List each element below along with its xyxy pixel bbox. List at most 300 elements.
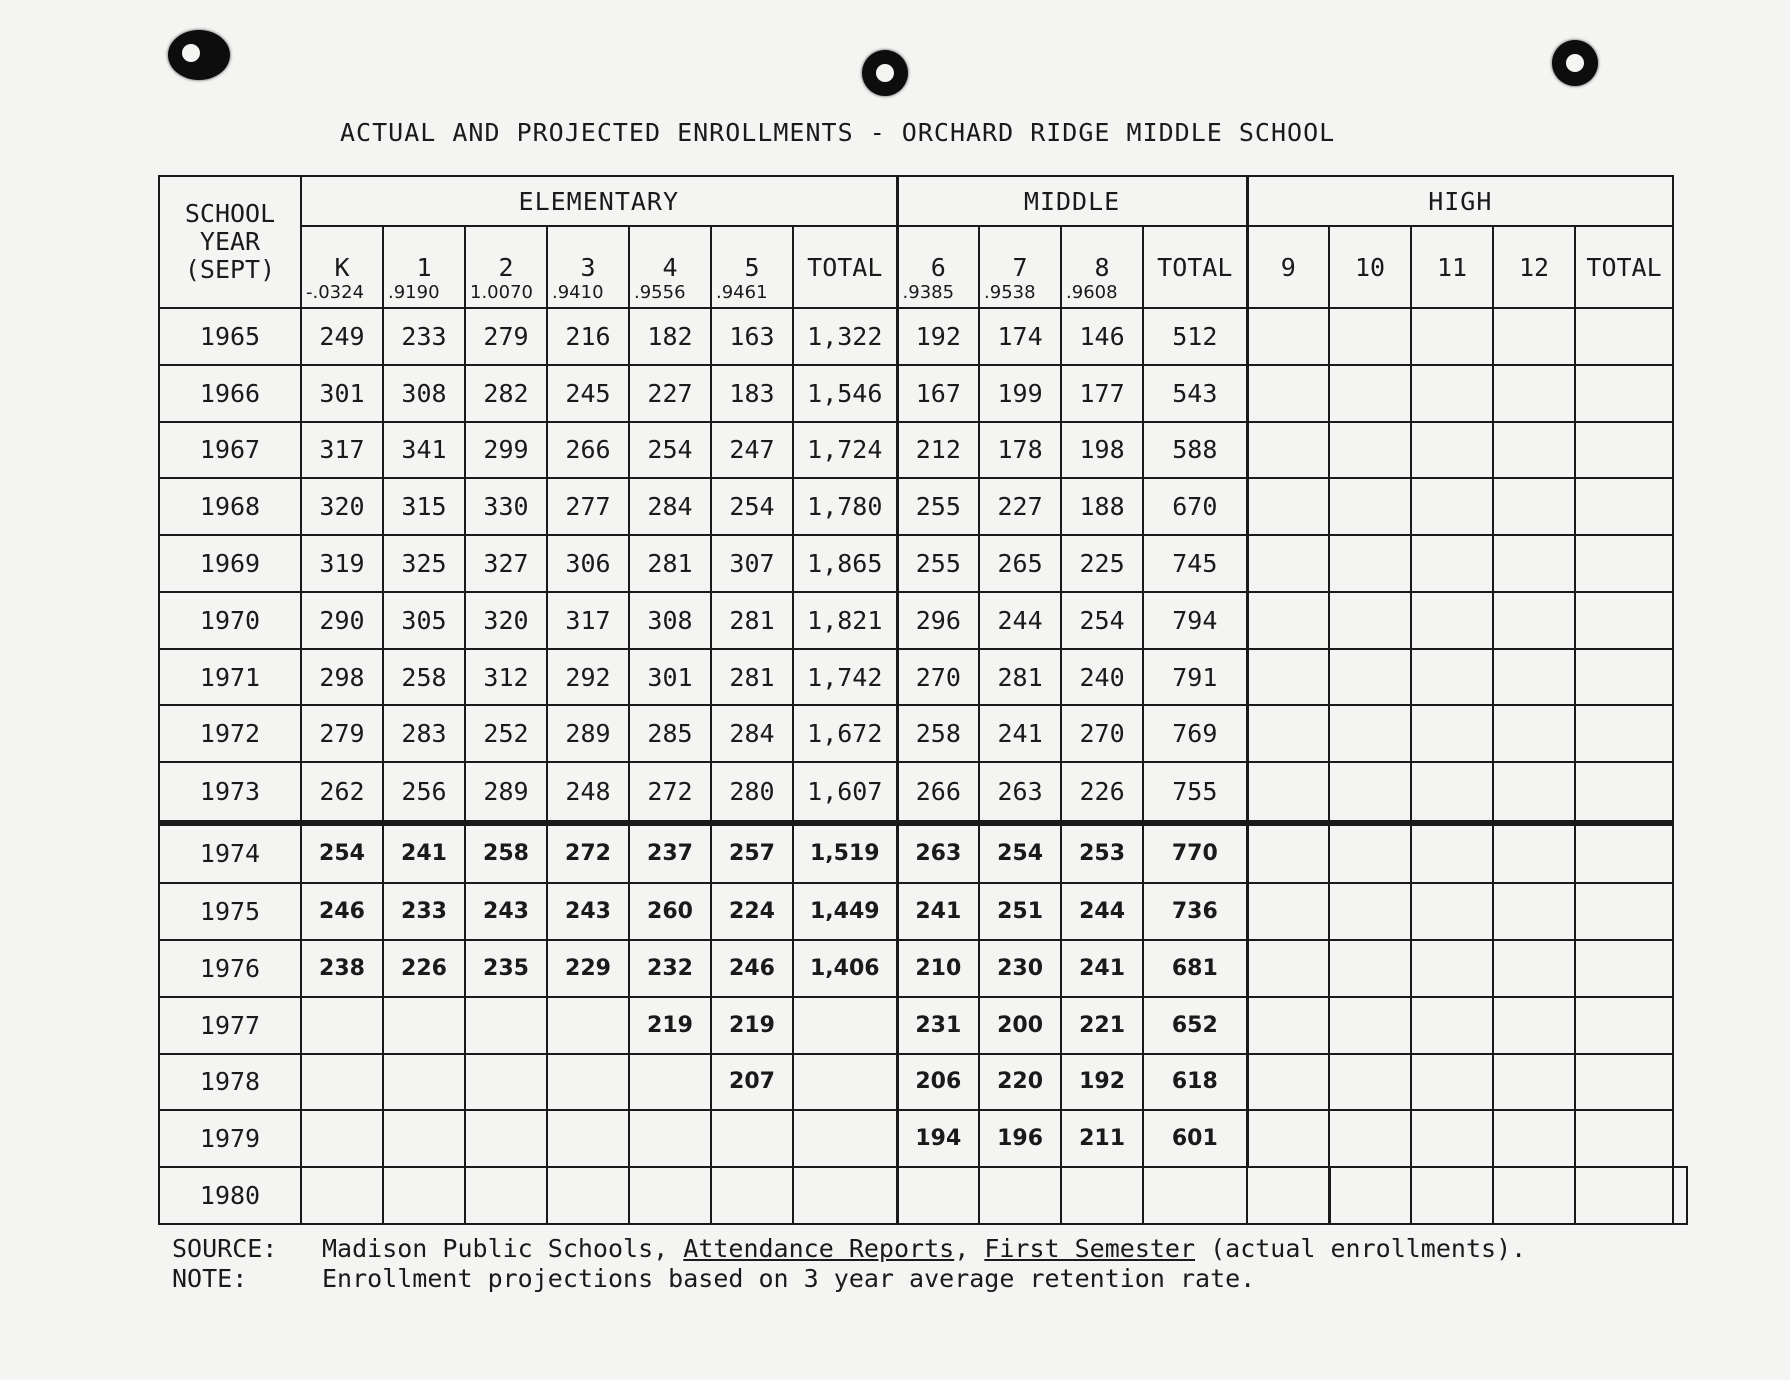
school-year-cell: 1980 bbox=[159, 1167, 301, 1224]
elementary-enrollment-cell bbox=[301, 1054, 383, 1111]
high-enrollment-cell bbox=[1575, 883, 1673, 940]
elementary-enrollment-cell: 245 bbox=[547, 365, 629, 422]
high-enrollment-cell bbox=[1411, 883, 1493, 940]
school-year-cell: 1965 bbox=[159, 308, 301, 365]
high-enrollment-cell bbox=[1329, 649, 1411, 706]
elementary-enrollment-cell: 289 bbox=[547, 705, 629, 762]
middle-enrollment-cell: 543 bbox=[1143, 365, 1247, 422]
elementary-enrollment-cell: 257 bbox=[711, 823, 793, 883]
middle-enrollment-cell: 270 bbox=[1061, 705, 1143, 762]
punch-hole-right bbox=[1552, 40, 1598, 86]
high-enrollment-cell bbox=[1493, 940, 1575, 997]
table-row bbox=[159, 705, 1687, 762]
elementary-enrollment-cell bbox=[793, 1054, 897, 1111]
middle-enrollment-cell: 146 bbox=[1061, 308, 1143, 365]
elementary-enrollment-cell: 243 bbox=[547, 883, 629, 940]
middle-enrollment-cell: 244 bbox=[1061, 883, 1143, 940]
high-enrollment-cell bbox=[1575, 365, 1673, 422]
high-enrollment-cell bbox=[1493, 422, 1575, 479]
table-row bbox=[159, 883, 1687, 940]
retention-ratio: .9461 bbox=[716, 282, 768, 303]
school-year-cell: 1971 bbox=[159, 649, 301, 706]
school-year-cell: 1975 bbox=[159, 883, 301, 940]
elementary-enrollment-cell bbox=[465, 1110, 547, 1167]
elementary-enrollment-cell: 266 bbox=[547, 422, 629, 479]
high-enrollment-cell bbox=[1247, 1110, 1329, 1167]
retention-ratio: .9556 bbox=[634, 282, 686, 303]
retention-ratio: .9608 bbox=[1066, 282, 1118, 303]
school-year-header: SCHOOL YEAR (SEPT) bbox=[159, 176, 301, 308]
middle-enrollment-cell: 618 bbox=[1143, 1054, 1247, 1111]
high-enrollment-cell bbox=[1329, 308, 1411, 365]
middle-col-header bbox=[1061, 226, 1143, 308]
high-enrollment-cell bbox=[1411, 997, 1493, 1054]
high-enrollment-cell bbox=[1493, 308, 1575, 365]
elementary-enrollment-cell: 246 bbox=[301, 883, 383, 940]
middle-enrollment-cell: 681 bbox=[1143, 940, 1247, 997]
school-year-cell: 1967 bbox=[159, 422, 301, 479]
high-enrollment-cell bbox=[1329, 823, 1411, 883]
high-col-header bbox=[1493, 226, 1575, 308]
middle-enrollment-cell: 251 bbox=[979, 883, 1061, 940]
high-enrollment-cell bbox=[1575, 940, 1673, 997]
column-label: 10 bbox=[1354, 252, 1386, 282]
high-enrollment-cell bbox=[1575, 762, 1673, 822]
high-enrollment-cell bbox=[1493, 997, 1575, 1054]
high-enrollment-cell bbox=[1411, 705, 1493, 762]
elementary-enrollment-cell: 272 bbox=[547, 823, 629, 883]
middle-enrollment-cell: 281 bbox=[979, 649, 1061, 706]
elementary-enrollment-cell: 284 bbox=[629, 478, 711, 535]
middle-enrollment-cell: 226 bbox=[1061, 762, 1143, 822]
elementary-enrollment-cell: 237 bbox=[629, 823, 711, 883]
high-enrollment-cell bbox=[1493, 1054, 1575, 1111]
middle-enrollment-cell: 192 bbox=[1061, 1054, 1143, 1111]
high-col-header bbox=[1247, 226, 1329, 308]
middle-enrollment-cell: 769 bbox=[1143, 705, 1247, 762]
high-enrollment-cell bbox=[1329, 762, 1411, 822]
high-col-header bbox=[1329, 226, 1411, 308]
elementary-enrollment-cell: 226 bbox=[383, 940, 465, 997]
table-row bbox=[159, 762, 1687, 822]
column-label: 3 bbox=[580, 252, 596, 282]
elementary-enrollment-cell bbox=[383, 1167, 465, 1224]
elementary-enrollment-cell: 248 bbox=[547, 762, 629, 822]
high-enrollment-cell bbox=[1247, 1054, 1329, 1111]
middle-enrollment-cell: 206 bbox=[897, 1054, 979, 1111]
elementary-enrollment-cell: 312 bbox=[465, 649, 547, 706]
high-enrollment-cell bbox=[1493, 649, 1575, 706]
high-enrollment-cell bbox=[1493, 592, 1575, 649]
elementary-enrollment-cell: 317 bbox=[547, 592, 629, 649]
elementary-enrollment-cell: 315 bbox=[383, 478, 465, 535]
elementary-col-header bbox=[793, 226, 897, 308]
elementary-enrollment-cell: 301 bbox=[301, 365, 383, 422]
elementary-enrollment-cell bbox=[793, 1110, 897, 1167]
high-enrollment-cell bbox=[1411, 478, 1493, 535]
header-group-row bbox=[159, 176, 1687, 226]
elementary-enrollment-cell bbox=[301, 1110, 383, 1167]
high-enrollment-cell bbox=[1493, 823, 1575, 883]
high-enrollment-cell bbox=[1247, 762, 1329, 822]
elementary-enrollment-cell: 292 bbox=[547, 649, 629, 706]
middle-enrollment-cell: 601 bbox=[1143, 1110, 1247, 1167]
elementary-enrollment-cell: 282 bbox=[465, 365, 547, 422]
high-enrollment-cell bbox=[1493, 883, 1575, 940]
middle-enrollment-cell bbox=[897, 1167, 979, 1224]
high-enrollment-cell bbox=[1247, 883, 1329, 940]
middle-col-header bbox=[979, 226, 1061, 308]
middle-enrollment-cell: 736 bbox=[1143, 883, 1247, 940]
middle-enrollment-cell: 745 bbox=[1143, 535, 1247, 592]
elementary-enrollment-cell: 1,519 bbox=[793, 823, 897, 883]
high-enrollment-cell bbox=[1411, 422, 1493, 479]
elementary-enrollment-cell: 258 bbox=[383, 649, 465, 706]
elementary-enrollment-cell bbox=[301, 1167, 383, 1224]
table-row bbox=[159, 365, 1687, 422]
table-row bbox=[159, 535, 1687, 592]
elementary-enrollment-cell: 1,322 bbox=[793, 308, 897, 365]
elementary-enrollment-cell: 290 bbox=[301, 592, 383, 649]
elementary-enrollment-cell bbox=[629, 1167, 711, 1224]
middle-enrollment-cell: 263 bbox=[979, 762, 1061, 822]
high-enrollment-cell bbox=[1575, 535, 1673, 592]
middle-enrollment-cell: 211 bbox=[1061, 1110, 1143, 1167]
high-enrollment-cell bbox=[1329, 1167, 1411, 1224]
middle-enrollment-cell: 200 bbox=[979, 997, 1061, 1054]
high-enrollment-cell bbox=[1575, 1110, 1673, 1167]
middle-enrollment-cell: 177 bbox=[1061, 365, 1143, 422]
table-row bbox=[159, 478, 1687, 535]
elementary-enrollment-cell: 317 bbox=[301, 422, 383, 479]
high-enrollment-cell bbox=[1411, 762, 1493, 822]
elementary-enrollment-cell: 262 bbox=[301, 762, 383, 822]
elementary-col-header bbox=[629, 226, 711, 308]
high-enrollment-cell bbox=[1329, 997, 1411, 1054]
middle-enrollment-cell: 192 bbox=[897, 308, 979, 365]
school-year-cell: 1968 bbox=[159, 478, 301, 535]
middle-enrollment-cell: 270 bbox=[897, 649, 979, 706]
middle-enrollment-cell: 770 bbox=[1143, 823, 1247, 883]
punch-hole-left bbox=[168, 30, 230, 80]
elementary-enrollment-cell bbox=[711, 1110, 793, 1167]
elementary-enrollment-cell: 308 bbox=[383, 365, 465, 422]
elementary-col-header bbox=[711, 226, 793, 308]
elementary-enrollment-cell: 249 bbox=[301, 308, 383, 365]
elementary-enrollment-cell: 227 bbox=[629, 365, 711, 422]
high-enrollment-cell bbox=[1247, 365, 1329, 422]
school-year-cell: 1972 bbox=[159, 705, 301, 762]
elementary-enrollment-cell: 246 bbox=[711, 940, 793, 997]
column-label: 6 bbox=[930, 252, 946, 282]
column-label: 4 bbox=[662, 252, 678, 282]
middle-enrollment-cell: 227 bbox=[979, 478, 1061, 535]
middle-enrollment-cell: 255 bbox=[897, 535, 979, 592]
elementary-enrollment-cell: 254 bbox=[301, 823, 383, 883]
elementary-enrollment-cell: 243 bbox=[465, 883, 547, 940]
column-label: 11 bbox=[1436, 252, 1468, 282]
elementary-enrollment-cell bbox=[547, 1054, 629, 1111]
high-enrollment-cell bbox=[1411, 649, 1493, 706]
middle-enrollment-cell: 221 bbox=[1061, 997, 1143, 1054]
projection-note: NOTE: Enrollment projections based on 3 year average retention rate. bbox=[172, 1264, 1256, 1293]
elementary-enrollment-cell bbox=[465, 1167, 547, 1224]
column-label: 7 bbox=[1012, 252, 1028, 282]
high-group-header: HIGH bbox=[1247, 176, 1673, 226]
elementary-enrollment-cell: 219 bbox=[629, 997, 711, 1054]
elementary-enrollment-cell: 247 bbox=[711, 422, 793, 479]
middle-enrollment-cell: 198 bbox=[1061, 422, 1143, 479]
high-enrollment-cell bbox=[1329, 365, 1411, 422]
table-row bbox=[159, 422, 1687, 479]
elementary-enrollment-cell: 279 bbox=[301, 705, 383, 762]
high-enrollment-cell bbox=[1247, 592, 1329, 649]
high-enrollment-cell bbox=[1493, 478, 1575, 535]
header-column-row bbox=[159, 226, 1687, 308]
column-label: 1 bbox=[416, 252, 432, 282]
high-enrollment-cell bbox=[1411, 365, 1493, 422]
elementary-enrollment-cell: 1,724 bbox=[793, 422, 897, 479]
elementary-col-header bbox=[547, 226, 629, 308]
retention-ratio: 1.0070 bbox=[470, 282, 533, 303]
high-enrollment-cell bbox=[1411, 823, 1493, 883]
elementary-enrollment-cell: 232 bbox=[629, 940, 711, 997]
elementary-enrollment-cell: 280 bbox=[711, 762, 793, 822]
school-year-cell: 1966 bbox=[159, 365, 301, 422]
high-enrollment-cell bbox=[1329, 1110, 1411, 1167]
middle-enrollment-cell: 670 bbox=[1143, 478, 1247, 535]
middle-enrollment-cell: 230 bbox=[979, 940, 1061, 997]
elementary-enrollment-cell: 319 bbox=[301, 535, 383, 592]
elementary-enrollment-cell: 238 bbox=[301, 940, 383, 997]
middle-enrollment-cell: 199 bbox=[979, 365, 1061, 422]
elementary-enrollment-cell: 219 bbox=[711, 997, 793, 1054]
high-enrollment-cell bbox=[1247, 940, 1329, 997]
elementary-enrollment-cell: 233 bbox=[383, 308, 465, 365]
table-row bbox=[159, 1167, 1687, 1224]
middle-enrollment-cell: 254 bbox=[979, 823, 1061, 883]
high-enrollment-cell bbox=[1329, 940, 1411, 997]
elementary-enrollment-cell: 299 bbox=[465, 422, 547, 479]
elementary-enrollment-cell: 224 bbox=[711, 883, 793, 940]
school-year-cell: 1970 bbox=[159, 592, 301, 649]
elementary-enrollment-cell bbox=[547, 1167, 629, 1224]
school-year-cell: 1969 bbox=[159, 535, 301, 592]
elementary-enrollment-cell: 260 bbox=[629, 883, 711, 940]
elementary-enrollment-cell: 1,607 bbox=[793, 762, 897, 822]
elementary-enrollment-cell: 182 bbox=[629, 308, 711, 365]
middle-enrollment-cell: 794 bbox=[1143, 592, 1247, 649]
elementary-enrollment-cell: 279 bbox=[465, 308, 547, 365]
elementary-enrollment-cell: 305 bbox=[383, 592, 465, 649]
high-enrollment-cell bbox=[1575, 1054, 1673, 1111]
source-note: SOURCE: Madison Public Schools, Attendance Reports, First Semester (actual enrollments). bbox=[172, 1234, 1527, 1263]
elementary-enrollment-cell bbox=[629, 1054, 711, 1111]
elementary-enrollment-cell bbox=[383, 997, 465, 1054]
enrollment-table bbox=[158, 175, 1688, 1225]
high-enrollment-cell bbox=[1411, 940, 1493, 997]
column-label: TOTAL bbox=[807, 252, 883, 282]
elementary-enrollment-cell: 281 bbox=[629, 535, 711, 592]
elementary-enrollment-cell: 241 bbox=[383, 823, 465, 883]
high-enrollment-cell bbox=[1575, 308, 1673, 365]
table-row bbox=[159, 592, 1687, 649]
middle-enrollment-cell: 231 bbox=[897, 997, 979, 1054]
elementary-enrollment-cell bbox=[793, 1167, 897, 1224]
table-row bbox=[159, 649, 1687, 706]
elementary-enrollment-cell: 252 bbox=[465, 705, 547, 762]
middle-enrollment-cell bbox=[1143, 1167, 1247, 1224]
high-enrollment-cell bbox=[1493, 365, 1575, 422]
middle-enrollment-cell: 178 bbox=[979, 422, 1061, 479]
column-label: TOTAL bbox=[1157, 252, 1233, 282]
elementary-enrollment-cell: 183 bbox=[711, 365, 793, 422]
middle-enrollment-cell: 220 bbox=[979, 1054, 1061, 1111]
high-enrollment-cell bbox=[1329, 478, 1411, 535]
high-enrollment-cell bbox=[1575, 592, 1673, 649]
high-enrollment-cell bbox=[1493, 1110, 1575, 1167]
high-col-header bbox=[1411, 226, 1493, 308]
column-label: 8 bbox=[1094, 252, 1110, 282]
elementary-enrollment-cell: 277 bbox=[547, 478, 629, 535]
high-enrollment-cell bbox=[1493, 1167, 1575, 1224]
elementary-enrollment-cell bbox=[465, 997, 547, 1054]
elementary-group-header: ELEMENTARY bbox=[301, 176, 897, 226]
elementary-enrollment-cell: 233 bbox=[383, 883, 465, 940]
high-enrollment-cell bbox=[1575, 478, 1673, 535]
middle-enrollment-cell bbox=[1061, 1167, 1143, 1224]
high-enrollment-cell bbox=[1411, 1167, 1493, 1224]
middle-enrollment-cell: 266 bbox=[897, 762, 979, 822]
elementary-enrollment-cell: 254 bbox=[711, 478, 793, 535]
elementary-enrollment-cell: 320 bbox=[465, 592, 547, 649]
middle-enrollment-cell: 240 bbox=[1061, 649, 1143, 706]
table-row bbox=[159, 940, 1687, 997]
middle-enrollment-cell: 258 bbox=[897, 705, 979, 762]
middle-enrollment-cell: 194 bbox=[897, 1110, 979, 1167]
high-enrollment-cell bbox=[1329, 535, 1411, 592]
elementary-enrollment-cell: 341 bbox=[383, 422, 465, 479]
column-label: 12 bbox=[1518, 252, 1550, 282]
middle-enrollment-cell: 241 bbox=[1061, 940, 1143, 997]
middle-group-header: MIDDLE bbox=[897, 176, 1247, 226]
high-enrollment-cell bbox=[1329, 705, 1411, 762]
document-title: ACTUAL AND PROJECTED ENROLLMENTS - ORCHARD RIDGE MIDDLE SCHOOL bbox=[340, 118, 1336, 147]
middle-enrollment-cell: 263 bbox=[897, 823, 979, 883]
elementary-enrollment-cell: 289 bbox=[465, 762, 547, 822]
elementary-enrollment-cell: 1,672 bbox=[793, 705, 897, 762]
elementary-enrollment-cell: 308 bbox=[629, 592, 711, 649]
retention-ratio: -.0324 bbox=[306, 282, 365, 303]
column-label: 5 bbox=[744, 252, 760, 282]
high-enrollment-cell bbox=[1575, 705, 1673, 762]
elementary-enrollment-cell: 229 bbox=[547, 940, 629, 997]
high-enrollment-cell bbox=[1411, 308, 1493, 365]
elementary-enrollment-cell: 1,821 bbox=[793, 592, 897, 649]
middle-enrollment-cell: 188 bbox=[1061, 478, 1143, 535]
school-year-cell: 1978 bbox=[159, 1054, 301, 1111]
school-year-cell: 1973 bbox=[159, 762, 301, 822]
elementary-enrollment-cell: 325 bbox=[383, 535, 465, 592]
high-enrollment-cell bbox=[1247, 705, 1329, 762]
middle-enrollment-cell: 241 bbox=[897, 883, 979, 940]
middle-enrollment-cell: 212 bbox=[897, 422, 979, 479]
middle-enrollment-cell: 755 bbox=[1143, 762, 1247, 822]
elementary-enrollment-cell bbox=[383, 1110, 465, 1167]
middle-enrollment-cell: 588 bbox=[1143, 422, 1247, 479]
middle-enrollment-cell: 253 bbox=[1061, 823, 1143, 883]
elementary-enrollment-cell: 1,742 bbox=[793, 649, 897, 706]
punch-hole-center bbox=[862, 50, 908, 96]
elementary-enrollment-cell: 258 bbox=[465, 823, 547, 883]
column-label: TOTAL bbox=[1586, 252, 1662, 282]
elementary-enrollment-cell bbox=[383, 1054, 465, 1111]
middle-enrollment-cell: 652 bbox=[1143, 997, 1247, 1054]
elementary-enrollment-cell bbox=[793, 997, 897, 1054]
middle-enrollment-cell: 265 bbox=[979, 535, 1061, 592]
elementary-enrollment-cell: 284 bbox=[711, 705, 793, 762]
middle-enrollment-cell: 241 bbox=[979, 705, 1061, 762]
middle-enrollment-cell bbox=[979, 1167, 1061, 1224]
table-row bbox=[159, 823, 1687, 883]
high-enrollment-cell bbox=[1575, 997, 1673, 1054]
middle-enrollment-cell: 512 bbox=[1143, 308, 1247, 365]
middle-col-header bbox=[1143, 226, 1247, 308]
school-year-cell: 1974 bbox=[159, 823, 301, 883]
high-enrollment-cell bbox=[1411, 535, 1493, 592]
middle-enrollment-cell: 196 bbox=[979, 1110, 1061, 1167]
elementary-enrollment-cell: 1,780 bbox=[793, 478, 897, 535]
elementary-enrollment-cell: 285 bbox=[629, 705, 711, 762]
high-enrollment-cell bbox=[1329, 592, 1411, 649]
middle-enrollment-cell: 791 bbox=[1143, 649, 1247, 706]
high-enrollment-cell bbox=[1673, 1167, 1687, 1224]
elementary-enrollment-cell: 1,865 bbox=[793, 535, 897, 592]
middle-enrollment-cell: 167 bbox=[897, 365, 979, 422]
column-label: 9 bbox=[1280, 252, 1296, 282]
elementary-col-header bbox=[383, 226, 465, 308]
elementary-enrollment-cell bbox=[547, 1110, 629, 1167]
elementary-enrollment-cell bbox=[547, 997, 629, 1054]
elementary-enrollment-cell: 301 bbox=[629, 649, 711, 706]
high-enrollment-cell bbox=[1411, 592, 1493, 649]
retention-ratio: .9190 bbox=[388, 282, 440, 303]
high-enrollment-cell bbox=[1411, 1110, 1493, 1167]
elementary-enrollment-cell bbox=[711, 1167, 793, 1224]
elementary-enrollment-cell bbox=[301, 997, 383, 1054]
elementary-enrollment-cell: 1,546 bbox=[793, 365, 897, 422]
elementary-col-header bbox=[301, 226, 383, 308]
table-row bbox=[159, 997, 1687, 1054]
high-enrollment-cell bbox=[1329, 422, 1411, 479]
retention-ratio: .9410 bbox=[552, 282, 604, 303]
elementary-enrollment-cell: 327 bbox=[465, 535, 547, 592]
elementary-enrollment-cell: 306 bbox=[547, 535, 629, 592]
elementary-enrollment-cell: 256 bbox=[383, 762, 465, 822]
high-enrollment-cell bbox=[1247, 422, 1329, 479]
retention-ratio: .9538 bbox=[984, 282, 1036, 303]
retention-ratio: .9385 bbox=[902, 282, 955, 303]
school-year-cell: 1976 bbox=[159, 940, 301, 997]
elementary-enrollment-cell: 216 bbox=[547, 308, 629, 365]
elementary-enrollment-cell: 298 bbox=[301, 649, 383, 706]
high-enrollment-cell bbox=[1493, 535, 1575, 592]
table-row bbox=[159, 308, 1687, 365]
high-enrollment-cell bbox=[1575, 422, 1673, 479]
elementary-enrollment-cell: 1,406 bbox=[793, 940, 897, 997]
high-enrollment-cell bbox=[1247, 823, 1329, 883]
elementary-enrollment-cell: 1,449 bbox=[793, 883, 897, 940]
